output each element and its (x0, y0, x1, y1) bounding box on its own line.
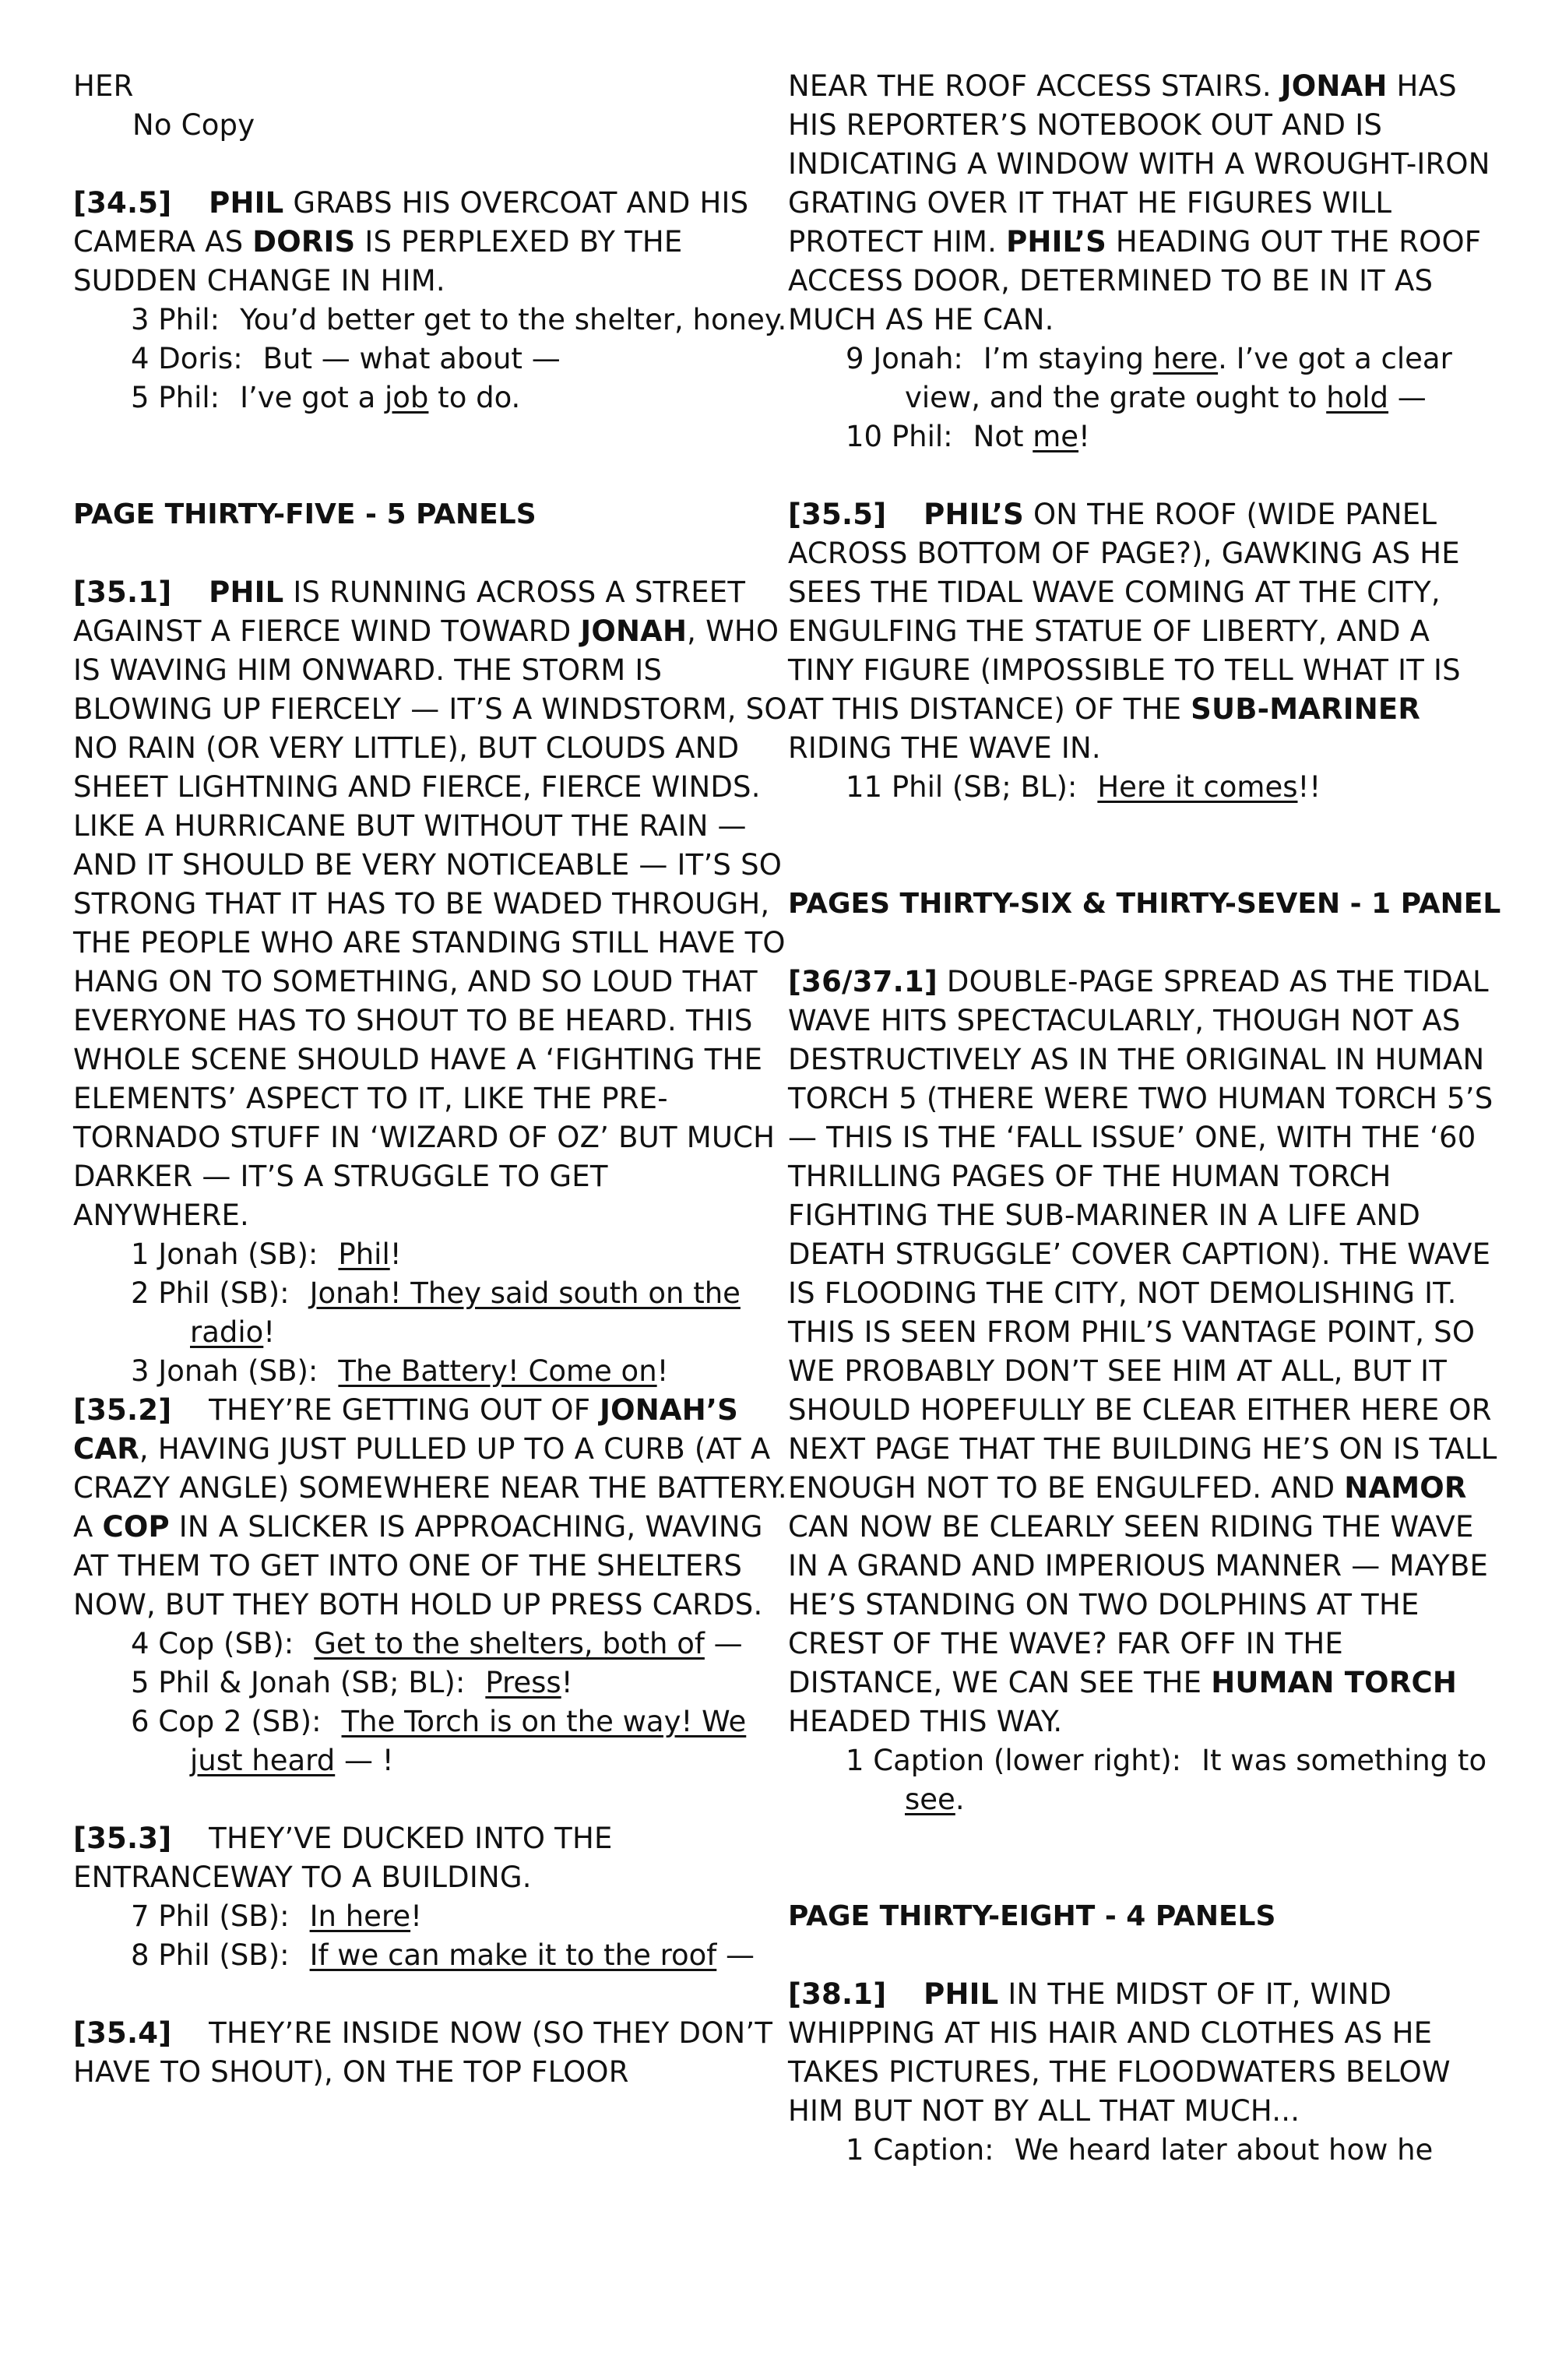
dialogue-text: I’m staying (983, 342, 1153, 375)
dialogue-line (73, 1625, 790, 1664)
speaker-label: 2 Phil (SB): (131, 1276, 290, 1310)
character-name: JONAH (580, 614, 688, 648)
speaker-label: 10 Phil: (846, 420, 953, 453)
speaker-label: 1 Jonah (SB): (131, 1238, 318, 1271)
dialogue-text: ! (410, 1899, 422, 1933)
dialogue-emphasis: Phil (338, 1238, 390, 1271)
dialogue-emphasis: Get to the shelters, both of (314, 1627, 705, 1660)
dialogue-emphasis: me (1033, 420, 1079, 453)
page-heading: PAGE THIRTY-FIVE - 5 PANELS (73, 498, 537, 530)
dialogue-line (73, 1702, 790, 1780)
dialogue-line (73, 340, 790, 378)
dialogue-text: ! (561, 1666, 573, 1699)
description-text: RIDING THE WAVE IN. (788, 731, 1101, 765)
dialogue-text: ! (656, 1354, 669, 1388)
dialogue-emphasis: see (905, 1783, 955, 1816)
speaker-label: 6 Cop 2 (SB): (131, 1705, 322, 1738)
no-copy-note: No Copy (132, 108, 255, 142)
dialogue-line (73, 378, 790, 417)
dialogue-text: — ! (335, 1744, 394, 1777)
character-name: PHIL (924, 1977, 999, 2011)
panel-tag: [38.1] (788, 1977, 887, 2011)
panel-38-1-description (788, 1975, 1504, 2131)
dialogue-emphasis: here (1152, 342, 1219, 375)
dialogue-text: But — what about — (262, 342, 561, 375)
dialogue-line (788, 2131, 1504, 2170)
dialogue-emphasis: The Battery! Come on (338, 1354, 657, 1388)
speaker-label: 3 Jonah (SB): (131, 1354, 318, 1388)
description-text: THEY’RE INSIDE NOW (SO THEY DON’T HAVE TO SHOUT), ON THE TOP FLOOR (73, 2016, 773, 2089)
speaker-label: 4 Cop (SB): (131, 1627, 294, 1660)
dialogue-line (788, 1741, 1504, 1819)
dialogue-text: — (1388, 381, 1427, 414)
panel-35-4-description (73, 2014, 790, 2092)
character-name: NAMOR (1344, 1471, 1467, 1505)
description-text: THEY’VE DUCKED INTO THE ENTRANCEWAY TO A BUILDING. (73, 1822, 613, 1894)
description-text: IN A SLICKER IS APPROACHING, WAVING AT THEM TO GET INTO ONE OF THE SHELTERS NOW, BUT THEY BOTH HOLD UP PRESS CARDS. (73, 1510, 763, 1621)
dialogue-line (788, 417, 1504, 456)
panel-tag-number: 36 (801, 965, 843, 998)
dialogue-text: You’d better get to the shelter, honey. (240, 303, 787, 336)
left-column (73, 67, 790, 2092)
dialogue-text: . I’ve got a clear view, and the grate ought to (905, 342, 1452, 414)
dialogue-line (73, 1352, 790, 1391)
dialogue-line (73, 1235, 790, 1274)
character-name: HUMAN TORCH (1211, 1666, 1458, 1699)
dialogue-emphasis: Press (485, 1666, 561, 1699)
speaker-label: 4 Doris: (131, 342, 243, 375)
dialogue-text: We heard later about how he (1014, 2133, 1434, 2167)
character-name: COP (102, 1510, 170, 1544)
panel-tag-open: [ (788, 965, 802, 998)
description-text: , WHO IS WAVING HIM ONWARD. THE STORM IS BLOWING UP FIERCELY — IT’S A WINDSTORM, SO NO RAIN (OR VERY LITTLE), BUT CLOUDS AND SHEET LIGHTNING AND FIERCE, FIERCE WINDS. LIKE A HURRICANE BUT WITHOUT THE RAIN — AND IT SHOULD BE VERY NOTICEABLE — IT’S SO STRONG THAT IT HAS TO BE WADED THROUGH, THE PEOPLE WHO ARE STANDING STILL HAVE TO HANG ON TO SOMETHING, AND SO LOUD THAT EVERYONE HAS TO SHOUT TO BE HEARD. THIS WHOLE SCENE SHOULD HAVE A ‘FIGHTING THE ELEMENTS’ ASPECT TO IT, LIKE THE PRE-TORNADO STUFF IN ‘WIZARD OF OZ’ BUT MUCH DARKER — IT’S A STRUGGLE TO GET ANYWHERE. (73, 614, 787, 1232)
description-text: HAS HIS REPORTER’S NOTEBOOK OUT AND IS INDICATING A WINDOW WITH A WROUGHT-IRON GRATING OVER IT THAT HE FIGURES WILL PROTECT HIM. (788, 69, 1490, 259)
panel-tag: [35.2] (73, 1393, 172, 1427)
character-name: JONAH’S CAR (73, 1393, 739, 1466)
dialogue-text: ! (1078, 420, 1090, 453)
panel-35-3-description (73, 1819, 790, 1897)
panel-35-5-description (788, 495, 1504, 768)
speaker-label: 5 Phil: (131, 381, 220, 414)
panel-tag: [35.4] (73, 2016, 172, 2050)
dialogue-line (73, 1274, 790, 1352)
character-name: PHIL (209, 186, 284, 220)
dialogue-emphasis: job (385, 381, 429, 414)
panel-36-37-1-description (788, 963, 1504, 1741)
speaker-label: 1 Caption (lower right): (846, 1744, 1182, 1777)
dialogue-text: — (704, 1627, 743, 1660)
right-column (788, 67, 1504, 2170)
description-text: GRABS HIS OVERCOAT AND HIS CAMERA AS (73, 186, 749, 259)
dialogue-text: Not (973, 420, 1033, 453)
description-text: THEY’RE GETTING OUT OF (209, 1393, 600, 1427)
speaker-label: 5 Phil & Jonah (SB; BL): (131, 1666, 466, 1699)
description-text: ON THE ROOF (WIDE PANEL ACROSS BOTTOM OF PAGE?), GAWKING AS HE SEES THE TIDAL WAVE COMING AT THE CITY, ENGULFING THE STATUE OF LIBERTY, AND A TINY FIGURE (IMPOSSIBLE TO TELL WHAT IT IS AT THIS DISTANCE) OF THE (788, 498, 1461, 726)
dialogue-emphasis: The Torch is on the way! We just heard (190, 1705, 747, 1777)
description-text: IN THE MIDST OF IT, WIND WHIPPING AT HIS HAIR AND CLOTHES AS HE TAKES PICTURES, THE FLOODWATERS BELOW HIM BUT NOT BY ALL THAT MUCH... (788, 1977, 1451, 2128)
dialogue-text: I’ve got a (240, 381, 385, 414)
speaker-label: 3 Phil: (131, 303, 220, 336)
dialogue-line (73, 301, 790, 340)
description-text: IS RUNNING ACROSS A STREET AGAINST A FIERCE WIND TOWARD (73, 576, 746, 648)
panel-tag: [34.5] (73, 186, 172, 220)
dialogue-emphasis: In here (309, 1899, 411, 1933)
dialogue-line (73, 1664, 790, 1702)
speaker-label: 1 Caption: (846, 2133, 994, 2167)
panel-tag: [35.5] (788, 498, 887, 531)
description-text: HEADED THIS WAY. (788, 1705, 1063, 1738)
dialogue-emphasis: Here it comes (1097, 770, 1298, 804)
dialogue-line (788, 340, 1504, 417)
character-name: DORIS (252, 225, 356, 259)
description-text: HEADING OUT THE ROOF ACCESS DOOR, DETERMINED TO BE IN IT AS MUCH AS HE CAN. (788, 225, 1482, 336)
panel-tag-rest: /37.1] (842, 965, 938, 998)
character-name: JONAH (1280, 69, 1388, 103)
page-heading: PAGE THIRTY-EIGHT - 4 PANELS (788, 1900, 1276, 1932)
dialogue-line (788, 768, 1504, 807)
panel-tag: [35.3] (73, 1822, 172, 1855)
dialogue-text: . (955, 1783, 965, 1816)
dialogue-text: ! (263, 1315, 276, 1349)
dialogue-text: !! (1297, 770, 1321, 804)
description-text: IS PERPLEXED BY THE SUDDEN CHANGE IN HIM. (73, 225, 683, 298)
dialogue-emphasis: Jonah! They said south on the radio (190, 1276, 741, 1349)
dialogue-text: — (716, 1938, 755, 1972)
speaker-label: 7 Phil (SB): (131, 1899, 290, 1933)
speaker-label: 11 Phil (SB; BL): (846, 770, 1078, 804)
panel-34-5-description (73, 184, 790, 301)
description-text: CAN NOW BE CLEARLY SEEN RIDING THE WAVE IN A GRAND AND IMPERIOUS MANNER — MAYBE HE’S STANDING ON TWO DOLPHINS AT THE CREST OF THE WAVE? FAR OFF IN THE DISTANCE, WE CAN SEE THE (788, 1510, 1489, 1699)
character-name: PHIL’S (1006, 225, 1106, 259)
dialogue-line (73, 1936, 790, 1975)
panel-tag: [35.1] (73, 576, 172, 609)
character-name: PHIL’S (924, 498, 1024, 531)
dialogue-text: ! (389, 1238, 402, 1271)
panel-35-4-continued (788, 67, 1504, 340)
panel-35-2-description (73, 1391, 790, 1625)
dialogue-emphasis: If we can make it to the roof (309, 1938, 717, 1972)
character-name: SUB-MARINER (1191, 692, 1421, 726)
speaker-label: 9 Jonah: (846, 342, 963, 375)
dialogue-line (73, 1897, 790, 1936)
dialogue-text: to do. (428, 381, 521, 414)
dialogue-text: It was something to (1201, 1744, 1487, 1777)
speaker-label: 8 Phil (SB): (131, 1938, 290, 1972)
description-text: NEAR THE ROOF ACCESS STAIRS. (788, 69, 1281, 103)
dialogue-emphasis: hold (1326, 381, 1389, 414)
panel-35-1-description (73, 573, 790, 1235)
page-heading: PAGES THIRTY-SIX & THIRTY-SEVEN - 1 PANEL (788, 888, 1501, 920)
description-text: DOUBLE-PAGE SPREAD AS THE TIDAL WAVE HITS SPECTACULARLY, THOUGH NOT AS DESTRUCTIVELY AS IN THE ORIGINAL IN HUMAN TORCH 5 (THERE WERE TWO HUMAN TORCH 5’S — THIS IS THE ‘FALL ISSUE’ ONE, WITH THE ‘60 THRILLING PAGES OF THE HUMAN TORCH FIGHTING THE SUB-MARINER IN A LIFE AND DEATH STRUGGLE’ COVER CAPTION). THE WAVE IS FLOODING THE CITY, NOT DEMOLISHING IT. THIS IS SEEN FROM PHIL’S VANTAGE POINT, SO WE PROBABLY DON’T SEE HIM AT ALL, BUT IT SHOULD HOPEFULLY BE CLEAR EITHER HERE OR NEXT PAGE THAT THE BUILDING HE’S ON IS TALL ENOUGH NOT TO BE ENGULFED. AND (788, 965, 1497, 1505)
description-text: , HAVING JUST PULLED UP TO A CURB (AT A CRAZY ANGLE) SOMEWHERE NEAR THE BATTERY. A (73, 1432, 787, 1544)
character-name: PHIL (209, 576, 284, 609)
her-label: HER (73, 69, 134, 103)
